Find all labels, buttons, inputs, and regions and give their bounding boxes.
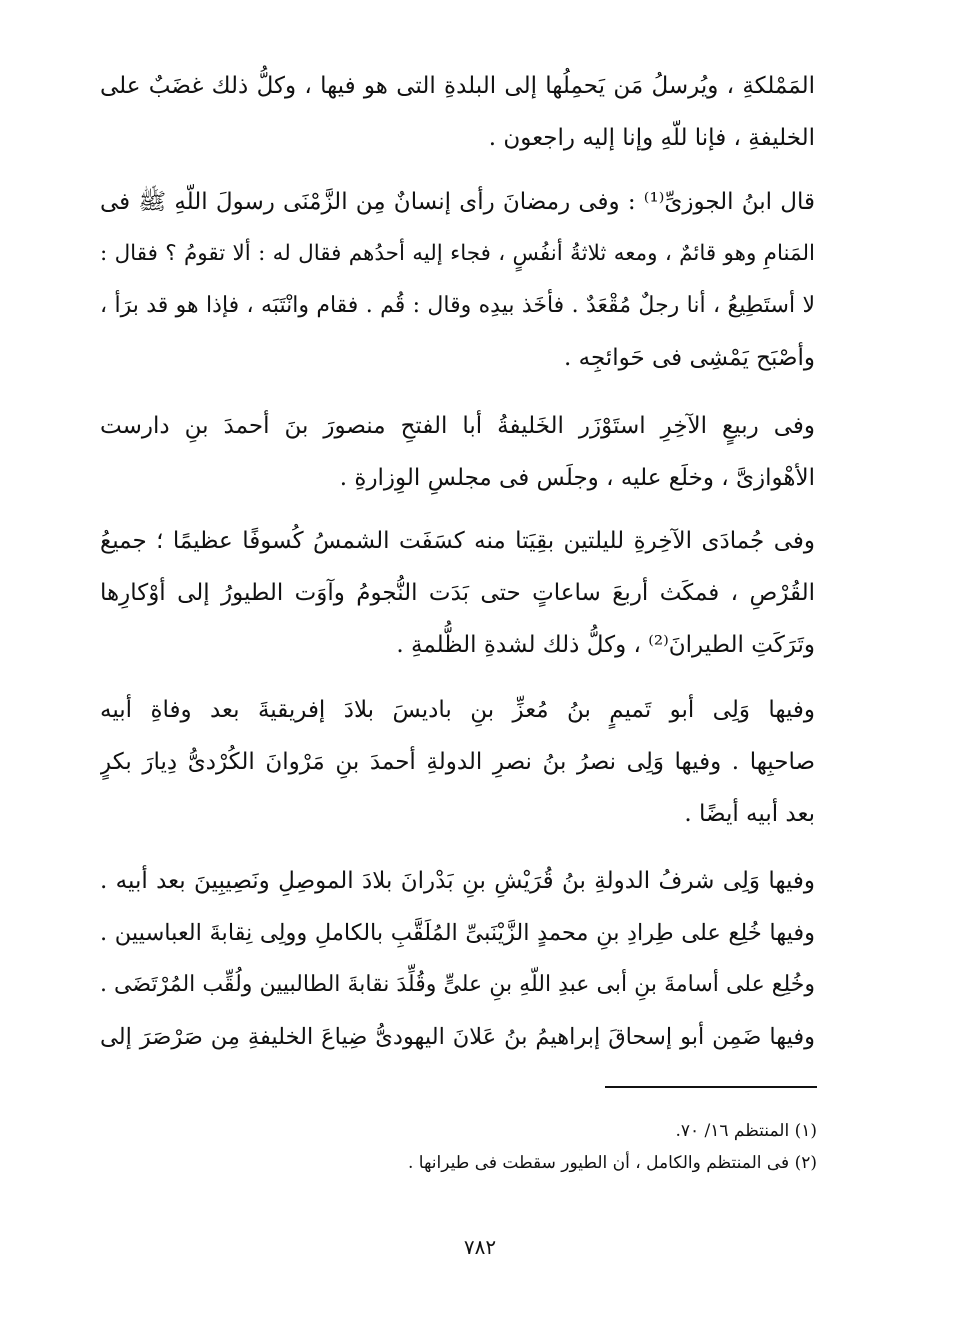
text-line: لا أستَطِيعُ ، أنا رجلٌ مُقْعَدٌ . فأخَذ بيدِه وقال : قُم . فقام وانْتَبَه ، فإذا هو قد برَأ ، — [100, 293, 815, 318]
footnote-1: (١) المنتظم ١٦/ ٧٠. — [675, 1121, 817, 1141]
page-number: ٧٨٢ — [463, 1235, 497, 1259]
text-line: وفى ربيعٍ الآخِرِ استَوْزَر الخَليفةُ أبا الفتحِ منصورَ بنَ أحمدَ بنِ دارست — [100, 413, 815, 439]
text-line: وفيها خُلِع على طِرادِ بنِ محمدٍ الزَّيْنَبىِّ المُلَقَّبِ بالكاملِ وولِى نِقابةَ العباسيين . — [100, 920, 815, 946]
text-line: المَنامِ وهو قائمٌ ، ومعه ثلاثةُ أنفُسٍ ، فجاء إليه أحدُهم فقال له : ألا تقومُ ؟ فقال : — [100, 241, 815, 266]
paragraph — [100, 400, 815, 504]
footnotes — [300, 1115, 817, 1179]
text-line: وخُلِع على أسامةَ بنِ أبى عبدِ اللّهِ بنِ علىٍّ وقُلِّدَ نقابةَ الطالبيين ولُقِّب المُرْتَضَى . — [100, 972, 815, 997]
text-line: قال ابنُ الجوزىِّ⁽¹⁾ : وفى رمضانَ رأى إنسانٌ مِن الزَّمْنَى رسولَ اللّهِ ﷺ فى — [100, 189, 815, 215]
paragraph — [100, 855, 815, 1063]
paragraph — [100, 684, 815, 840]
footnote-2: (٢) فى المنتظم والكامل ، أن الطيور سقطت فى طيرانها . — [407, 1153, 817, 1173]
text-line: بعد أبيه أيضًا . — [684, 801, 815, 827]
text-line: الأهْوازىَّ ، وخلَع عليه ، وجلَس فى مجلسِ الوِزارةِ . — [339, 465, 815, 491]
text-line: الخليفةِ ، فإنا للّهِ وإنا إليه راجعون . — [488, 125, 815, 151]
paragraph — [100, 515, 815, 671]
text-line: المَمْلكةِ ، ويُرسلُ مَن يَحمِلُها إلى البلدةِ التى هو فيها ، وكلُّ ذلك غضَبٌ على — [100, 73, 815, 99]
paragraph — [100, 176, 815, 384]
text-line: وفيها وَلِى أبو تَميمٍ بنُ مُعزِّ بنِ باديسَ بلادَ إفريقيةَ بعد وفاةِ أبيه — [100, 697, 815, 723]
text-line: وتَرَكَتِ الطيرانَ⁽²⁾ ، وكلُّ ذلك لشدةِ الظُّلمةِ . — [396, 632, 815, 658]
text-line: وأصْبَح يَمْشِى فى حَوائجِه . — [564, 345, 815, 371]
text-line: وفى جُمادَى الآخِرةِ لليلتين بقِيَتا منه كسَفَت الشمسُ كُسوفًا عظيمًا ؛ جميعُ — [100, 528, 815, 554]
footnote-separator — [605, 1086, 817, 1088]
text-line: وفيها ضَمِن أبو إسحاقَ إبراهيمُ بنُ عَلانَ اليهودىُّ ضِياعَ الخليفةِ مِن صَرْصَرَ إلى — [100, 1024, 815, 1050]
paragraph — [100, 60, 815, 164]
text-line: وفيها وَلِى شرفُ الدولةِ بنُ قُرَيْشِ بنِ بَدْرانَ بلادَ الموصِلِ ونَصِيبِينَ بعد أبيه . — [100, 868, 815, 894]
text-line: صاحبِها . وفيها وَلِى نصرُ بنُ نصرِ الدولةِ أحمدَ بنِ مَرْوانَ الكُرْدىُّ دِيارَ بكرٍ — [100, 749, 815, 775]
text-line: القُرْصِ ، فمكَث أربعَ ساعاتٍ حتى بَدَت النُّجومُ وآوَت الطيورُ إلى أوْكارِها — [100, 580, 815, 606]
